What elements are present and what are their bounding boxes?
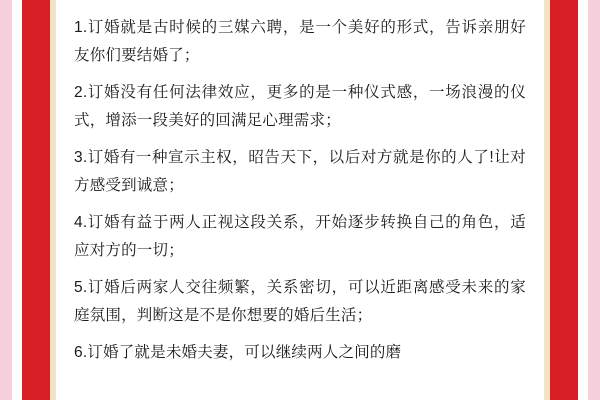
- content-sheet: [56, 0, 544, 400]
- list-item: 4.订婚有益于两人正视这段关系，开始逐步转换自己的角色，适应对方的一切；: [74, 214, 526, 259]
- list-item: 5.订婚后两家人交往频繁，关系密切，可以近距离感受未来的家庭氛围，判断这是不是你想要的婚后生活；: [74, 279, 526, 324]
- list-item: 1.订婚就是古时候的三媒六聘，是一个美好的形式，告诉亲朋好友你们要结婚了；: [74, 19, 526, 64]
- list-item: 2.订婚没有任何法律效应，更多的是一种仪式感，一场浪漫的仪式，增添一段美好的回满足心理需求；: [74, 84, 526, 129]
- text-content: [56, 0, 544, 361]
- list-item: 6.订婚了就是未婚夫妻，可以继续两人之间的磨: [74, 344, 402, 361]
- list-item: 3.订婚有一种宣示主权，昭告天下，以后对方就是你的人了!让对方感受到诚意；: [74, 149, 526, 194]
- clipped-line-wrapper: [74, 339, 526, 361]
